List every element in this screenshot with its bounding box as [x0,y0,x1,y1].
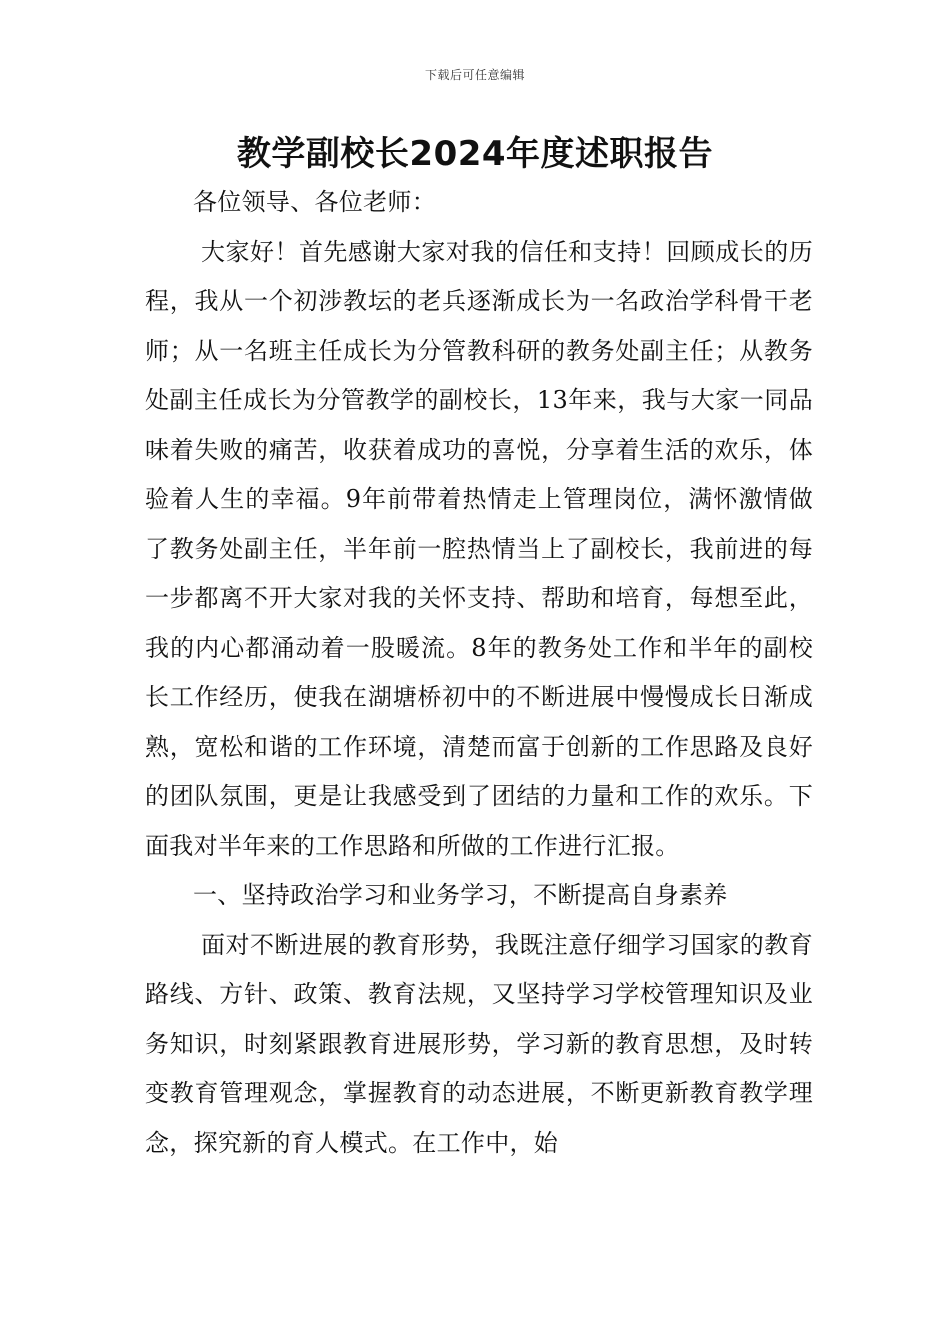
greeting: 各位领导、各位老师： [193,188,436,216]
section-heading-1: 一、坚持政治学习和业务学习，不断提高自身素养 [193,881,728,909]
header-note: 下载后可任意编辑 [424,68,525,82]
paragraph-intro: 大家好！首先感谢大家对我的信任和支持！回顾成长的历程，我从一个初涉教坛的老兵逐渐成长为一名政治学科骨干老师；从一名班主任成长为分管教科研的教务处副主任；从教务处副主任成长为分管教学的副校长，13年来，我与大家一同品味着失败的痛苦，收获着成功的喜悦，分享着生活的欢乐，体验着人生的幸福。9年前带着热情走上管理岗位，满怀激情做了教务处副主任，半年前一腔热情当上了副校长，我前进的每一步都离不开大家对我的关怀支持、帮助和培育，每想至此，我的内心都涌动着一股暖流。8年的教务处工作和半年的副校长工作经历，使我在湖塘桥初中的不断进展中慢慢成长日渐成熟，宽松和谐的工作环境，清楚而富于创新的工作思路及良好的团队氛围，更是让我感受到了团结的力量和工作的欢乐。下面我对半年来的工作思路和所做的工作进行汇报。 [145,237,813,860]
document-body [145,178,813,1168]
paragraph-section-1: 面对不断进展的教育形势，我既注意仔细学习国家的教育路线、方针、政策、教育法规，又坚持学习学校管理知识及业务知识，时刻紧跟教育进展形势，学习新的教育思想，及时转变教育管理观念，掌握教育的动态进展，不断更新教育教学理念，探究新的育人模式。在工作中，始 [145,930,813,1157]
document-title: 教学副校长2024年度述职报告 [236,134,714,174]
